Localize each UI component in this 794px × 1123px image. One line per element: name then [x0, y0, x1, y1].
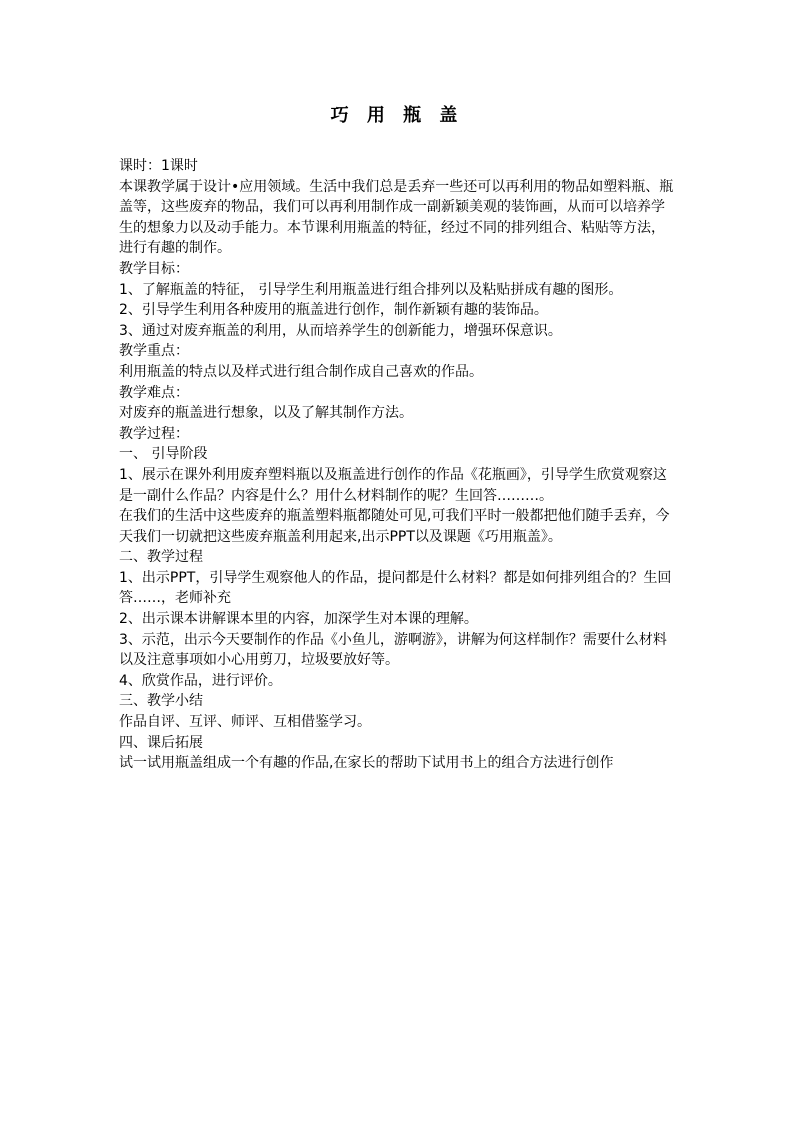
process-step: 2、出示课本讲解课本里的内容，加深学生对本课的理解。 — [119, 611, 478, 628]
objective-item: 1、了解瓶盖的特征， 引导学生利用瓶盖进行组合排列以及粘贴拼成有趣的图形。 — [119, 281, 623, 298]
objective-item: 3、通过对废弃瓶盖的利用，从而培养学生的创新能力，增强环保意识。 — [119, 322, 562, 339]
process-step: 3、示范，出示今天要制作的作品《小鱼儿，游啊游》，讲解为何这样制作？需要什么材料以及注意事项如小心用剪刀，垃圾要放好等。 — [119, 631, 667, 669]
document-title: 巧 用 瓶 盖 — [330, 105, 464, 126]
section-heading-process: 教学过程： — [119, 425, 189, 442]
stage-heading: 四、课后拓展 — [119, 734, 203, 751]
process-step: 4、欣赏作品，进行评价。 — [119, 672, 282, 689]
process-step: 1、展示在课外利用废弃塑料瓶以及瓶盖进行创作的作品《花瓶画》，引导学生欣赏观察这是一副什么作品？内容是什么？用什么材料制作的呢？生回答………。 — [119, 466, 667, 504]
key-points-text: 利用瓶盖的特点以及样式进行组合制作成自己喜欢的作品。 — [119, 363, 483, 380]
stage-heading: 二、教学过程 — [119, 549, 203, 566]
stage-heading: 三、教学小结 — [119, 693, 203, 710]
document-body — [119, 156, 677, 774]
section-heading-difficulties: 教学难点： — [119, 384, 189, 401]
lesson-hours: 课时：1课时 — [119, 158, 198, 174]
stage-heading: 一、 引导阶段 — [119, 446, 208, 463]
process-paragraph: 在我们的生活中这些废弃的瓶盖塑料瓶都随处可见,可我们平时一般都把他们随手丢弃，今天我们一切就把这些废弃瓶盖利用起来,出示PPT以及课题《巧用瓶盖》。 — [119, 508, 670, 545]
difficulties-text: 对废弃的瓶盖进行想象，以及了解其制作方法。 — [119, 405, 413, 422]
summary-text: 作品自评、互评、师评、互相借鉴学习。 — [119, 714, 371, 731]
section-heading-objectives: 教学目标： — [119, 260, 189, 277]
extension-text: 试一试用瓶盖组成一个有趣的作品,在家长的帮助下试用书上的组合方法进行创作 — [119, 755, 614, 772]
intro-paragraph: 本课教学属于设计•应用领域。生活中我们总是丢弃一些还可以再利用的物品如塑料瓶、瓶盖等，这些废弃的物品，我们可以再利用制作成一副新颖美观的装饰画，从而可以培养学生的想象力以及动手能力。本节课利用瓶盖的特征，经过不同的排列组合、粘贴等方法，进行有趣的制作。 — [119, 178, 674, 257]
process-step: 1、出示PPT，引导学生观察他人的作品，提问都是什么材料？都是如何排列组合的？生回答……，老师补充 — [119, 569, 672, 607]
section-heading-key-points: 教学重点： — [119, 343, 189, 360]
objective-item: 2、引导学生利用各种废用的瓶盖进行创作，制作新颖有趣的装饰品。 — [119, 302, 548, 319]
